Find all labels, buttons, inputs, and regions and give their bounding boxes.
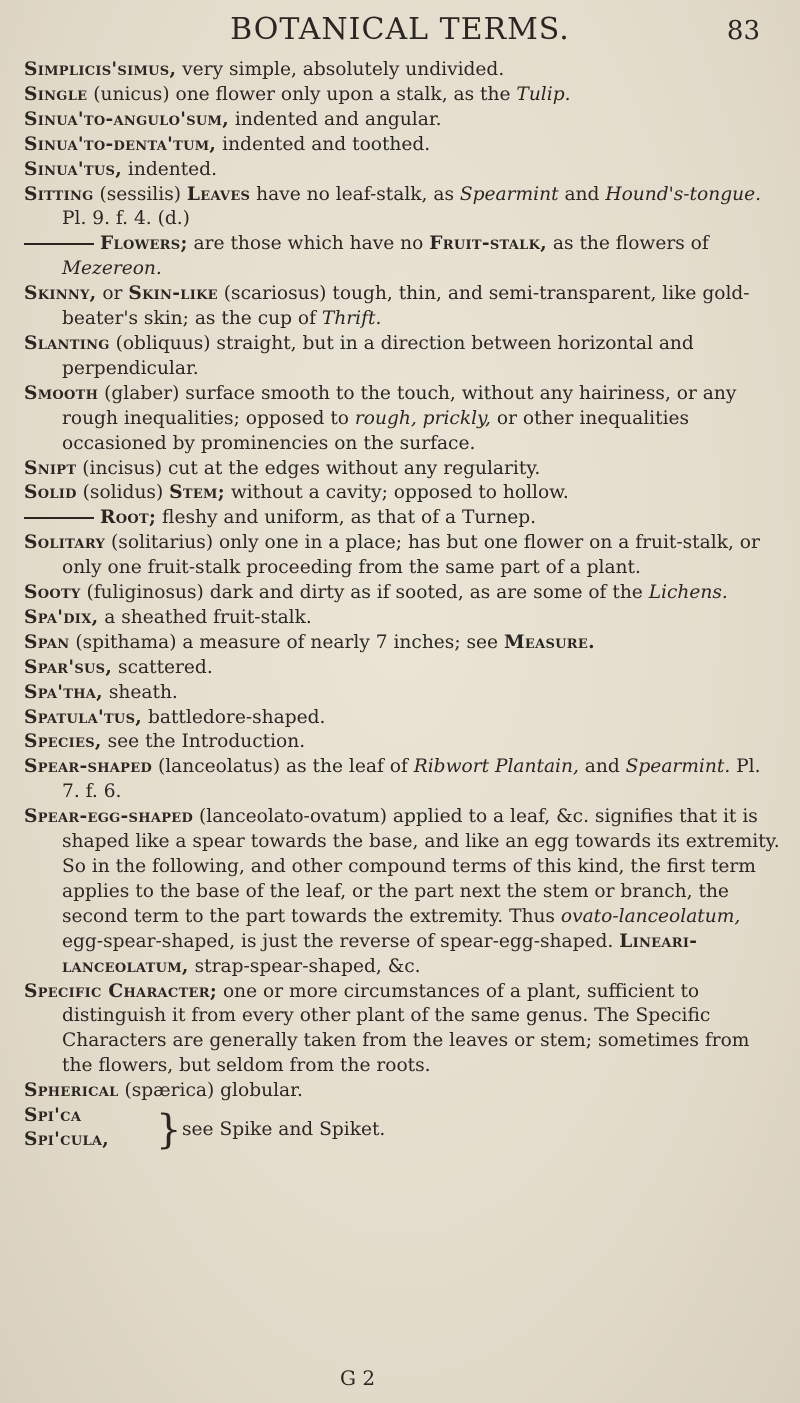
glossary-entry [24,581,784,606]
glossary-entry [24,332,784,382]
entry-term-secondary: Stem; [169,482,225,504]
glossary-entry [24,183,784,233]
glossary-entry [24,232,784,282]
entry-term: Spear-shaped [24,756,153,778]
entry-example: Mezereon. [62,258,162,280]
entry-term: Sooty [24,582,81,604]
entry-definition: a sheathed fruit-stalk. [98,606,312,628]
entry-term: Spar'sus, [24,656,113,678]
glossary-entry [24,1079,784,1104]
entry-term: Spa'dix, [24,606,99,628]
entry-term-secondary: Skin-like [128,283,218,305]
glossary-entry [24,606,784,631]
glossary-entry [24,108,784,133]
glossary-entry [24,656,784,681]
entry-definition: or [96,283,129,305]
glossary-entry [24,158,784,183]
glossary-entry [24,631,784,656]
entry-example: Tulip. [516,83,571,105]
entry-definition: (sessilis) [93,183,187,205]
entry-term: Smooth [24,382,99,404]
entry-term: Spa'tha, [24,681,103,703]
entry-definition: (lanceolato-ovatum) applied to a leaf, &c. signifies that it is shaped like a spear towards the base, and like an egg towards its extremity. So in the following, and other compound terms of this kind, the first term applies to the base of the leaf, or the part next the stem or branch, the second term to the part towards the extremity. Thus [62,806,780,927]
entry-term: Skinny, [24,283,97,305]
glossary-entry [24,481,784,506]
entry-definition: (lanceolatus) as the leaf of [152,756,414,778]
glossary-entry [24,980,784,1080]
entry-definition: Pl. 7. f. 6. [62,756,761,803]
entry-definition: (obliquus) straight, but in a direction between horizontal and perpendicular. [62,332,694,379]
entry-example: Ribwort Plantain, [413,756,579,778]
entry-definition: (spithama) a measure of nearly 7 inches; see [69,631,504,653]
entry-definition: (glaber) surface smooth to the touch, without any hairiness, or any rough inequalities; opposed to [62,382,737,429]
entry-term: Flowers; [100,233,188,255]
entry-term: Snipt [24,457,77,479]
glossary-entry [24,730,784,755]
entry-definition: as the flowers of [547,233,709,255]
entry-term: Sitting [24,183,94,205]
entry-definition: indented and toothed. [216,133,431,155]
entry-term: Solitary [24,532,106,554]
entry-term: Spherical [24,1080,119,1102]
entry-term: Specific Character; [24,980,218,1002]
entry-definition: see Spike and Spiket. [182,1119,386,1141]
entry-example: ovato-lanceolatum, [560,905,741,927]
entry-term: Simplicis'simus, [24,59,177,80]
page-header [0,12,800,52]
entry-term: Root; [100,507,157,529]
glossary-entry [24,282,784,332]
glossary-entry [24,382,784,457]
ditto-dash [24,243,94,245]
glossary-entry [24,457,784,482]
brace-glyph: } [156,1107,182,1154]
entry-term: Species, [24,731,102,753]
entry-term: Slanting [24,332,110,354]
entry-definition: very simple, absolutely undivided. [176,59,505,80]
entry-term: Sinua'to-angulo'sum, [24,108,229,130]
entry-definition: (solitarius) only one in a place; has but one flower on a fruit-stalk, or only one fruit-stalk proceeding from the same part of a plant. [62,532,760,579]
entry-definition: scattered. [112,656,213,678]
entry-definition: have no leaf-stalk, as [250,183,460,205]
entry-example: Lichens. [648,582,728,604]
signature-mark: G 2 [340,1366,376,1390]
entry-term: Spatula'tus, [24,706,143,728]
entry-term: Spear-egg-shaped [24,806,194,828]
entry-definition: battledore-shaped. [142,706,326,728]
entry-term: Spi'ca [24,1105,82,1127]
entry-term: Sinua'to-denta'tum, [24,133,217,155]
glossary-entry [24,681,784,706]
glossary-entry [24,805,784,979]
glossary-entry [24,506,784,531]
entry-definition: and [578,756,626,778]
running-head: BOTANICAL TERMS. [230,12,570,47]
entry-term: Span [24,631,70,653]
entry-example: Spearmint [459,183,559,205]
entry-term: Sinua'tus, [24,158,122,180]
entry-definition: see the Introduction. [101,731,306,753]
page-number: 83 [726,16,760,46]
entry-cross-reference: Measure. [503,631,595,653]
glossary-entry [24,58,784,83]
ditto-dash [24,517,94,519]
entry-example: Spearmint. [625,756,731,778]
entry-definition: (incisus) cut at the edges without any regularity. [76,457,541,479]
entry-definition: fleshy and uniform, as that of a Turnep. [156,507,537,529]
entry-term: Solid [24,482,77,504]
entry-definition: without a cavity; opposed to hollow. [224,482,569,504]
entry-definition: (scariosus) tough, thin, and semi-transparent, like gold-beater's skin; as the cup of [62,283,750,330]
entry-example: Thrift. [321,308,382,330]
glossary-entries [24,58,784,1158]
entry-definition: sheath. [102,681,178,703]
entry-example: Hound's-tongue. [605,183,761,205]
entry-definition: one or more circumstances of a plant, sufficient to distinguish it from every other plant of the same genus. The Specific Characters are generally taken from the leaves or stem; sometimes from the flowers, but seldom from the roots. [62,980,750,1077]
entry-term-secondary: Leaves [186,183,251,205]
glossary-entry-braced [24,1104,784,1158]
entry-term: Single [24,83,88,105]
entry-definition: are those which have no [187,233,430,255]
entry-definition: (solidus) [76,482,170,504]
entry-definition: Pl. 9. f. 4. (d.) [62,208,190,230]
glossary-entry [24,531,784,581]
entry-definition: strap-spear-shaped, &c. [188,955,421,977]
entry-definition: or other inequalities occasioned by prominencies on the surface. [62,407,690,454]
glossary-entry [24,706,784,731]
entry-definition: (fuliginosus) dark and dirty as if sooted, as are some of the [80,582,649,604]
glossary-entry [24,755,784,805]
entry-definition: indented. [121,158,217,180]
entry-term-secondary: Fruit-stalk, [429,233,547,255]
entry-definition: (spærica) globular. [118,1080,303,1102]
entry-definition: egg-spear-shaped, is just the reverse of spear-egg-shaped. [62,930,620,952]
glossary-entry [24,133,784,158]
entry-example: rough, prickly, [354,407,491,429]
entry-term-secondary: Lineari-lanceolatum, [62,930,698,977]
entry-definition: indented and angular. [228,108,442,130]
glossary-entry [24,83,784,108]
entry-definition: (unicus) one flower only upon a stalk, as the [87,83,517,105]
entry-definition: and [558,183,606,205]
entry-term: Spi'cula, [24,1129,110,1151]
